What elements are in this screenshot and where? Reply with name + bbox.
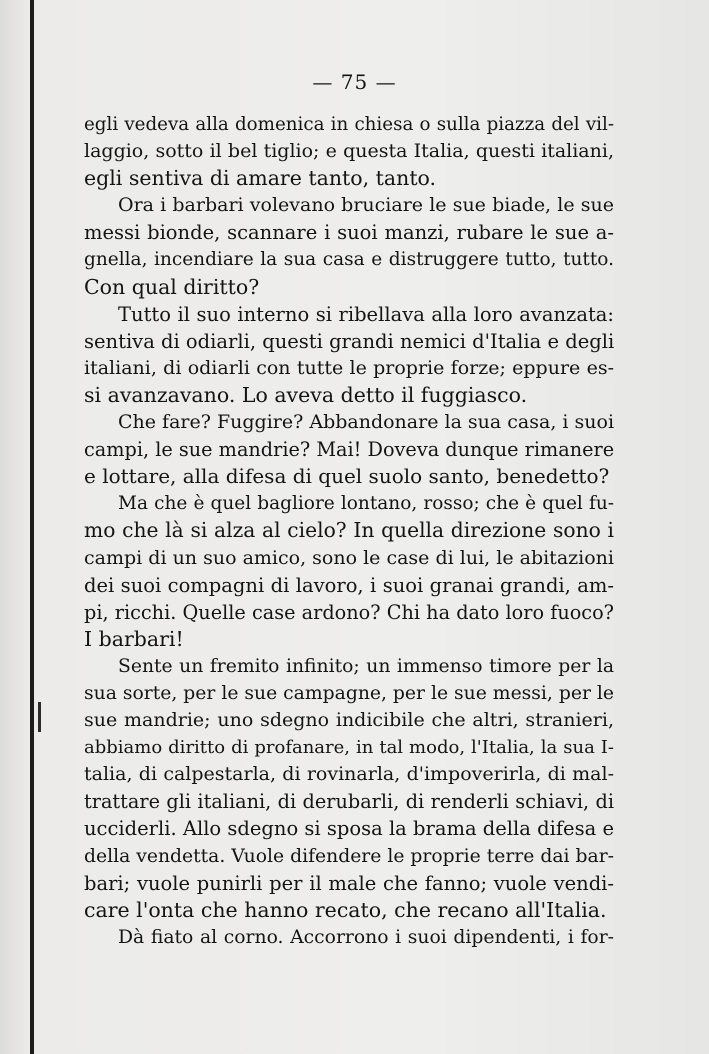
text-line: Sente un fremito infinito; un immenso timore per la [118, 655, 614, 677]
text-line: egli sentiva di amare tanto, tanto. [84, 166, 437, 191]
text-line: sentiva di odiarli, questi grandi nemici d'Italia e degli [84, 329, 615, 353]
text-line: Che fare? Fuggire? Abbandonare la sua casa, i suoi [118, 411, 615, 434]
text-line: gnella, incendiare la sua casa e distruggere tutto, tutto. [84, 249, 614, 271]
text-line: messi bionde, scannare i suoi manzi, rubare le sue a- [84, 221, 614, 245]
text-line: pi, ricchi. Quelle case ardono? Chi ha dato loro fuoco? [84, 600, 614, 624]
text-line: care l'onta che hanno recato, che recano all'Italia. [84, 897, 607, 922]
binding-mark [38, 702, 41, 732]
text-line: campi di un suo amico, sono le case di lui, le abitazioni [84, 546, 614, 569]
text-line: laggio, sotto il bel tiglio; e questa Italia, questi italiani, [84, 140, 614, 163]
text-line: egli vedeva alla domenica in chiesa o sulla piazza del vil- [84, 114, 614, 135]
text-line: e lottare, alla difesa di quel suolo santo, benedetto? [84, 464, 610, 489]
text-line: sue mandrie; uno sdegno indicibile che altri, stranieri, [84, 709, 614, 732]
binding-edge [30, 0, 34, 1054]
text-line: I barbari! [84, 626, 184, 651]
text-line: bari; vuole punirli per il male che fanno; vuole vendi- [84, 871, 614, 895]
text-line: della vendetta. Vuole difendere le proprie terre dai bar- [84, 845, 614, 867]
text-line: abbiamo diritto di profanare, in tal modo, l'Italia, la sua I- [84, 737, 614, 759]
text-line: talia, di calpestarla, di rovinarla, d'impoverirla, di mal- [84, 763, 614, 786]
text-line: sua sorte, per le sue campagne, per le sue messi, per le [84, 682, 614, 704]
text-line: campi, le sue mandrie? Mai! Doveva dunque rimanere [84, 438, 615, 462]
text-line: trattare gli italiani, di derubarli, di renderli schiavi, di [84, 790, 614, 814]
text-line: ucciderli. Allo sdegno si sposa la brama della difesa e [84, 817, 614, 841]
text-line: si avanzavano. Lo aveva detto il fuggiasco. [84, 382, 528, 407]
text-line: dei suoi compagni di lavoro, i suoi granai grandi, am- [84, 573, 614, 597]
page-number: — 75 — [312, 70, 397, 94]
text-line: Con qual diritto? [84, 274, 260, 299]
text-line: italiani, di odiarli con tutte le proprie forze; eppure es- [84, 356, 614, 379]
text-line: mo che là si alza al cielo? In quella direzione sono i [84, 518, 614, 543]
text-line: Tutto il suo interno si ribellava alla loro avanzata: [118, 302, 614, 326]
text-line: Dà fiato al corno. Accorrono i suoi dipendenti, i for- [118, 926, 614, 948]
text-line: Ma che è quel bagliore lontano, rosso; che è quel fu- [118, 493, 614, 515]
body-text [84, 111, 614, 951]
text-line: Ora i barbari volevano bruciare le sue biade, le sue [118, 194, 614, 217]
